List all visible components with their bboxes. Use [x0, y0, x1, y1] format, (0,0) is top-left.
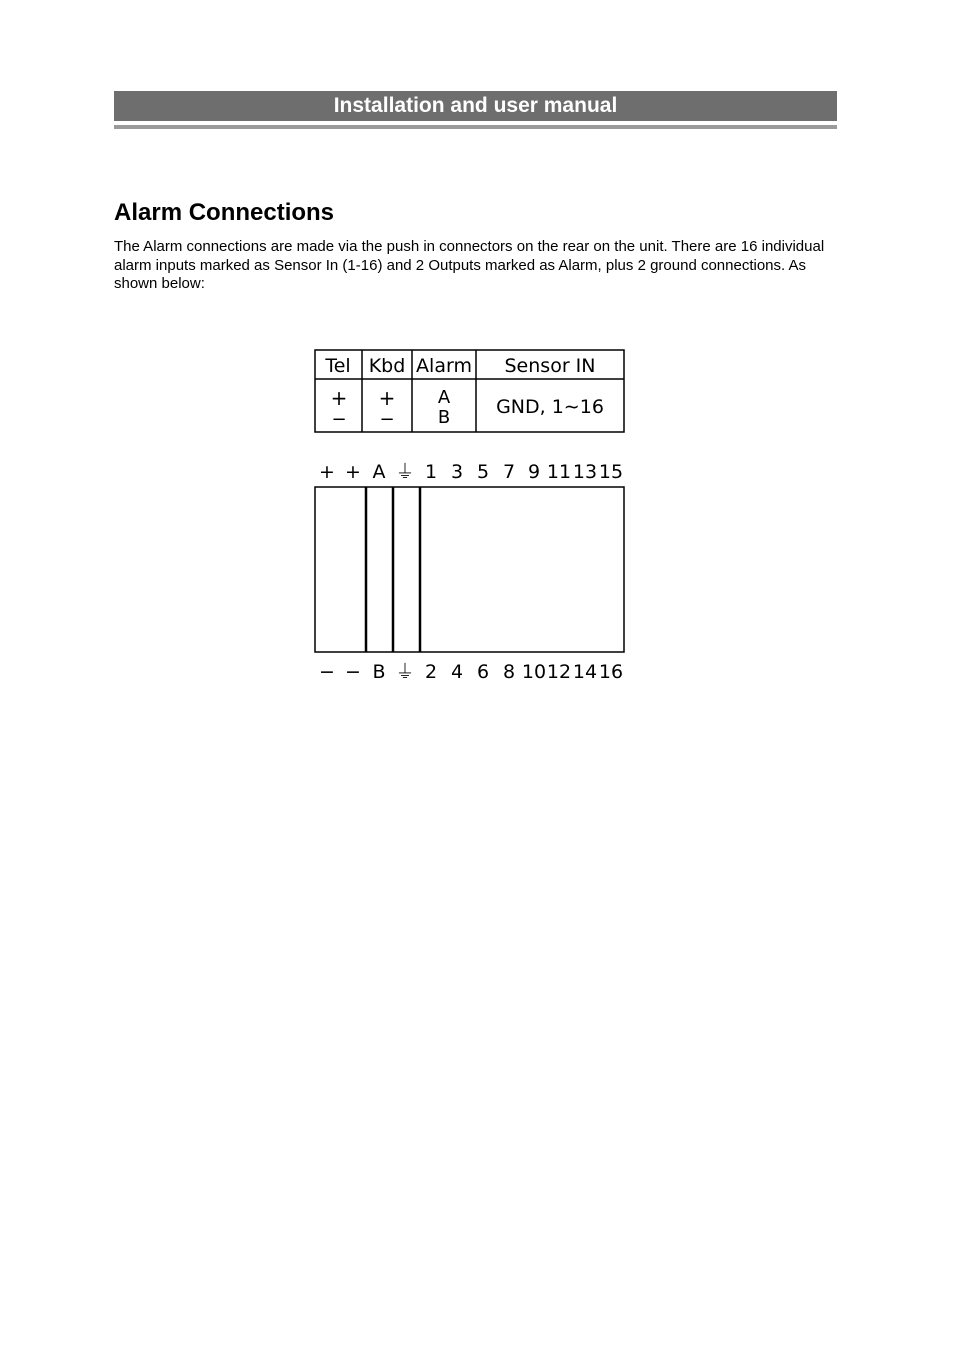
terminal-label-top: 5: [476, 461, 490, 483]
terminal-label-top: 1: [424, 461, 438, 483]
terminal-label-bottom: 10: [521, 661, 547, 683]
legend-sensor-range: GND, 1∼16: [496, 396, 604, 418]
terminal-label-top: 9: [527, 461, 541, 483]
terminal-label-top: 3: [450, 461, 464, 483]
terminal-label-top: +: [345, 461, 361, 483]
terminal-label-bottom: 14: [572, 661, 598, 683]
ground-symbol-bottom: ⏚: [395, 661, 415, 683]
terminal-label-bottom: 12: [546, 661, 572, 683]
legend-header-alarm: Alarm: [416, 355, 472, 377]
legend-header-kbd: Kbd: [368, 355, 406, 377]
section-title: Alarm Connections: [114, 199, 335, 226]
terminal-label-bottom: −: [345, 661, 361, 683]
terminal-label-bottom: B: [372, 661, 386, 683]
legend-alarm-a: A: [437, 387, 451, 408]
legend-tel-negative: −: [331, 409, 347, 430]
terminal-label-bottom: −: [319, 661, 335, 683]
legend-kbd-negative: −: [379, 409, 395, 430]
ground-symbol-top: ⏚: [395, 461, 415, 483]
legend-header-tel: Tel: [325, 355, 351, 377]
terminal-label-top: 15: [598, 461, 624, 483]
page-header-title: Installation and user manual: [333, 94, 618, 117]
legend-alarm-b: B: [437, 407, 451, 428]
intro-paragraph: The Alarm connections are made via the push in connectors on the rear on the unit. There are 16 individual alarm inputs marked as Sensor In (1-16) and 2 Outputs marked as Alarm, plus 2 ground connections. As shown below:: [114, 238, 825, 292]
terminal-label-bottom: 16: [598, 661, 624, 683]
terminal-label-bottom: 6: [476, 661, 490, 683]
terminal-label-top: 11: [546, 461, 572, 483]
legend-tel-positive: +: [330, 386, 348, 410]
top-terminal-labels: [319, 461, 623, 483]
legend-kbd-positive: +: [378, 386, 396, 410]
alarm-connector-diagram: [305, 340, 635, 690]
terminal-label-top: +: [319, 461, 335, 483]
header-bar: [114, 91, 837, 121]
header-divider: [114, 125, 837, 129]
terminal-label-bottom: 8: [502, 661, 516, 683]
connector-block-outline: [315, 487, 624, 652]
terminal-label-bottom: 4: [450, 661, 464, 683]
terminal-label-top: 13: [572, 461, 598, 483]
bottom-terminal-labels: [319, 661, 623, 683]
terminal-label-top: A: [372, 461, 386, 483]
terminal-label-bottom: 2: [424, 661, 438, 683]
legend-header-sensor: Sensor IN: [504, 355, 596, 377]
terminal-label-top: 7: [502, 461, 516, 483]
connector-block: [315, 487, 624, 652]
